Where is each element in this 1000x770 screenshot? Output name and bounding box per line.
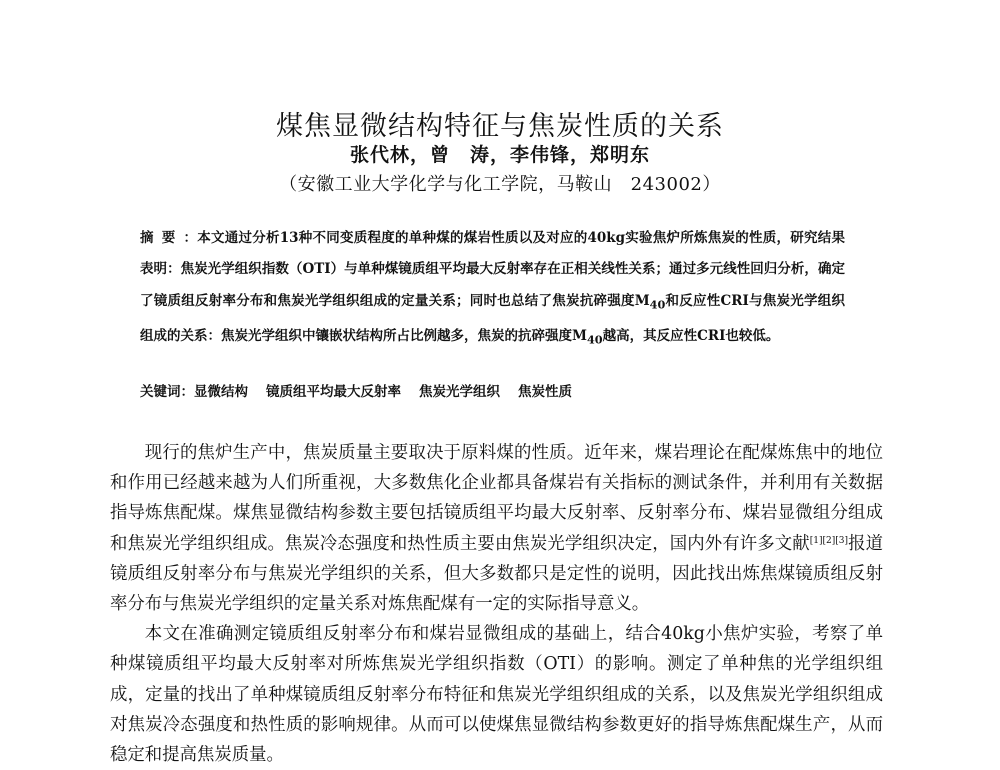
keywords-label: 关键词： [140, 384, 194, 400]
keyword-item: 焦炭性质 [518, 384, 572, 400]
abstract [140, 223, 845, 356]
citation-markers[interactable]: [1][2][3] [809, 535, 848, 546]
body-paragraph-1-text-a: 现行的焦炉生产中，焦炭质量主要取决于原料煤的性质。近年来，煤岩理论在配煤炼焦中的地位和作用已经越来越为人们所重视，大多数焦化企业都具备煤岩有关指标的测试条件，并利用有关数据指导炼焦配煤。煤焦显微结构参数主要包括镜质组平均最大反射率、反射率分布、煤岩显微组分组成和焦炭光学组织组成。焦炭冷态强度和热性质主要由焦炭光学组织决定，国内外有许多文献 [110, 443, 883, 554]
abstract-text-1: ：本文通过分析13种不同变质程度的单种煤的煤岩性质以及对应的40kg实验焦炉所炼焦炭的性质，研究结果表明：焦炭光学组织指数（OTI）与单种煤镜质组平均最大反射率存在正相关线性关系；通过多元线性回归分析，确定了镜质组反射率分布和焦炭光学组织组成的定量关系；同时也总结了焦炭抗碎强度M [140, 230, 845, 309]
paper-title: 煤焦显微结构特征与焦炭性质的关系 [276, 111, 724, 143]
abstract-text-3: 越高，其反应性CRI也较低。 [602, 327, 780, 344]
abstract-subscript-2: 40 [586, 332, 603, 347]
keyword-item: 镜质组平均最大反射率 [266, 384, 401, 400]
body-paragraph-1-text-b: 报道镜质组反射率分布与焦炭光学组织的关系，但大多数都只是定性的说明，因此找出炼焦煤镜质组反射率分布与焦炭光学组织的定量关系对炼焦配煤有一定的实际指导意义。 [110, 533, 883, 615]
keyword-item: 显微结构 [194, 384, 248, 400]
abstract-label: 摘要 [140, 230, 184, 246]
author-list: 张代林，曾 涛，李伟锋，郑明东 [349, 144, 650, 166]
body-paragraph-1 [110, 438, 883, 619]
affiliation: （安徽工业大学化学与化工学院，马鞍山 243002） [279, 174, 721, 195]
body-paragraph-2: 本文在准确测定镜质组反射率分布和煤岩显微组成的基础上，结合40kg小焦炉实验，考察了单种煤镜质组平均最大反射率对所炼焦炭光学组织指数（OTI）的影响。测定了单种焦的光学组织组成，定量的找出了单种煤镜质组反射率分布特征和焦炭光学组织组成的关系，以及焦炭光学组织组成对焦炭冷态强度和热性质的影响规律。从而可以使煤焦显微结构参数更好的指导炼焦配煤生产，从而稳定和提高焦炭质量。 [110, 624, 883, 766]
keyword-item: 焦炭光学组织 [419, 384, 500, 400]
abstract-subscript-1: 40 [649, 297, 666, 312]
body-text [110, 438, 883, 770]
abstract-text-2: 和反应性CRI与焦炭光学组织组成的关系：焦炭光学组织中镶嵌状结构所占比例越多，焦炭的抗碎强度M [140, 292, 845, 344]
keywords [140, 380, 845, 404]
